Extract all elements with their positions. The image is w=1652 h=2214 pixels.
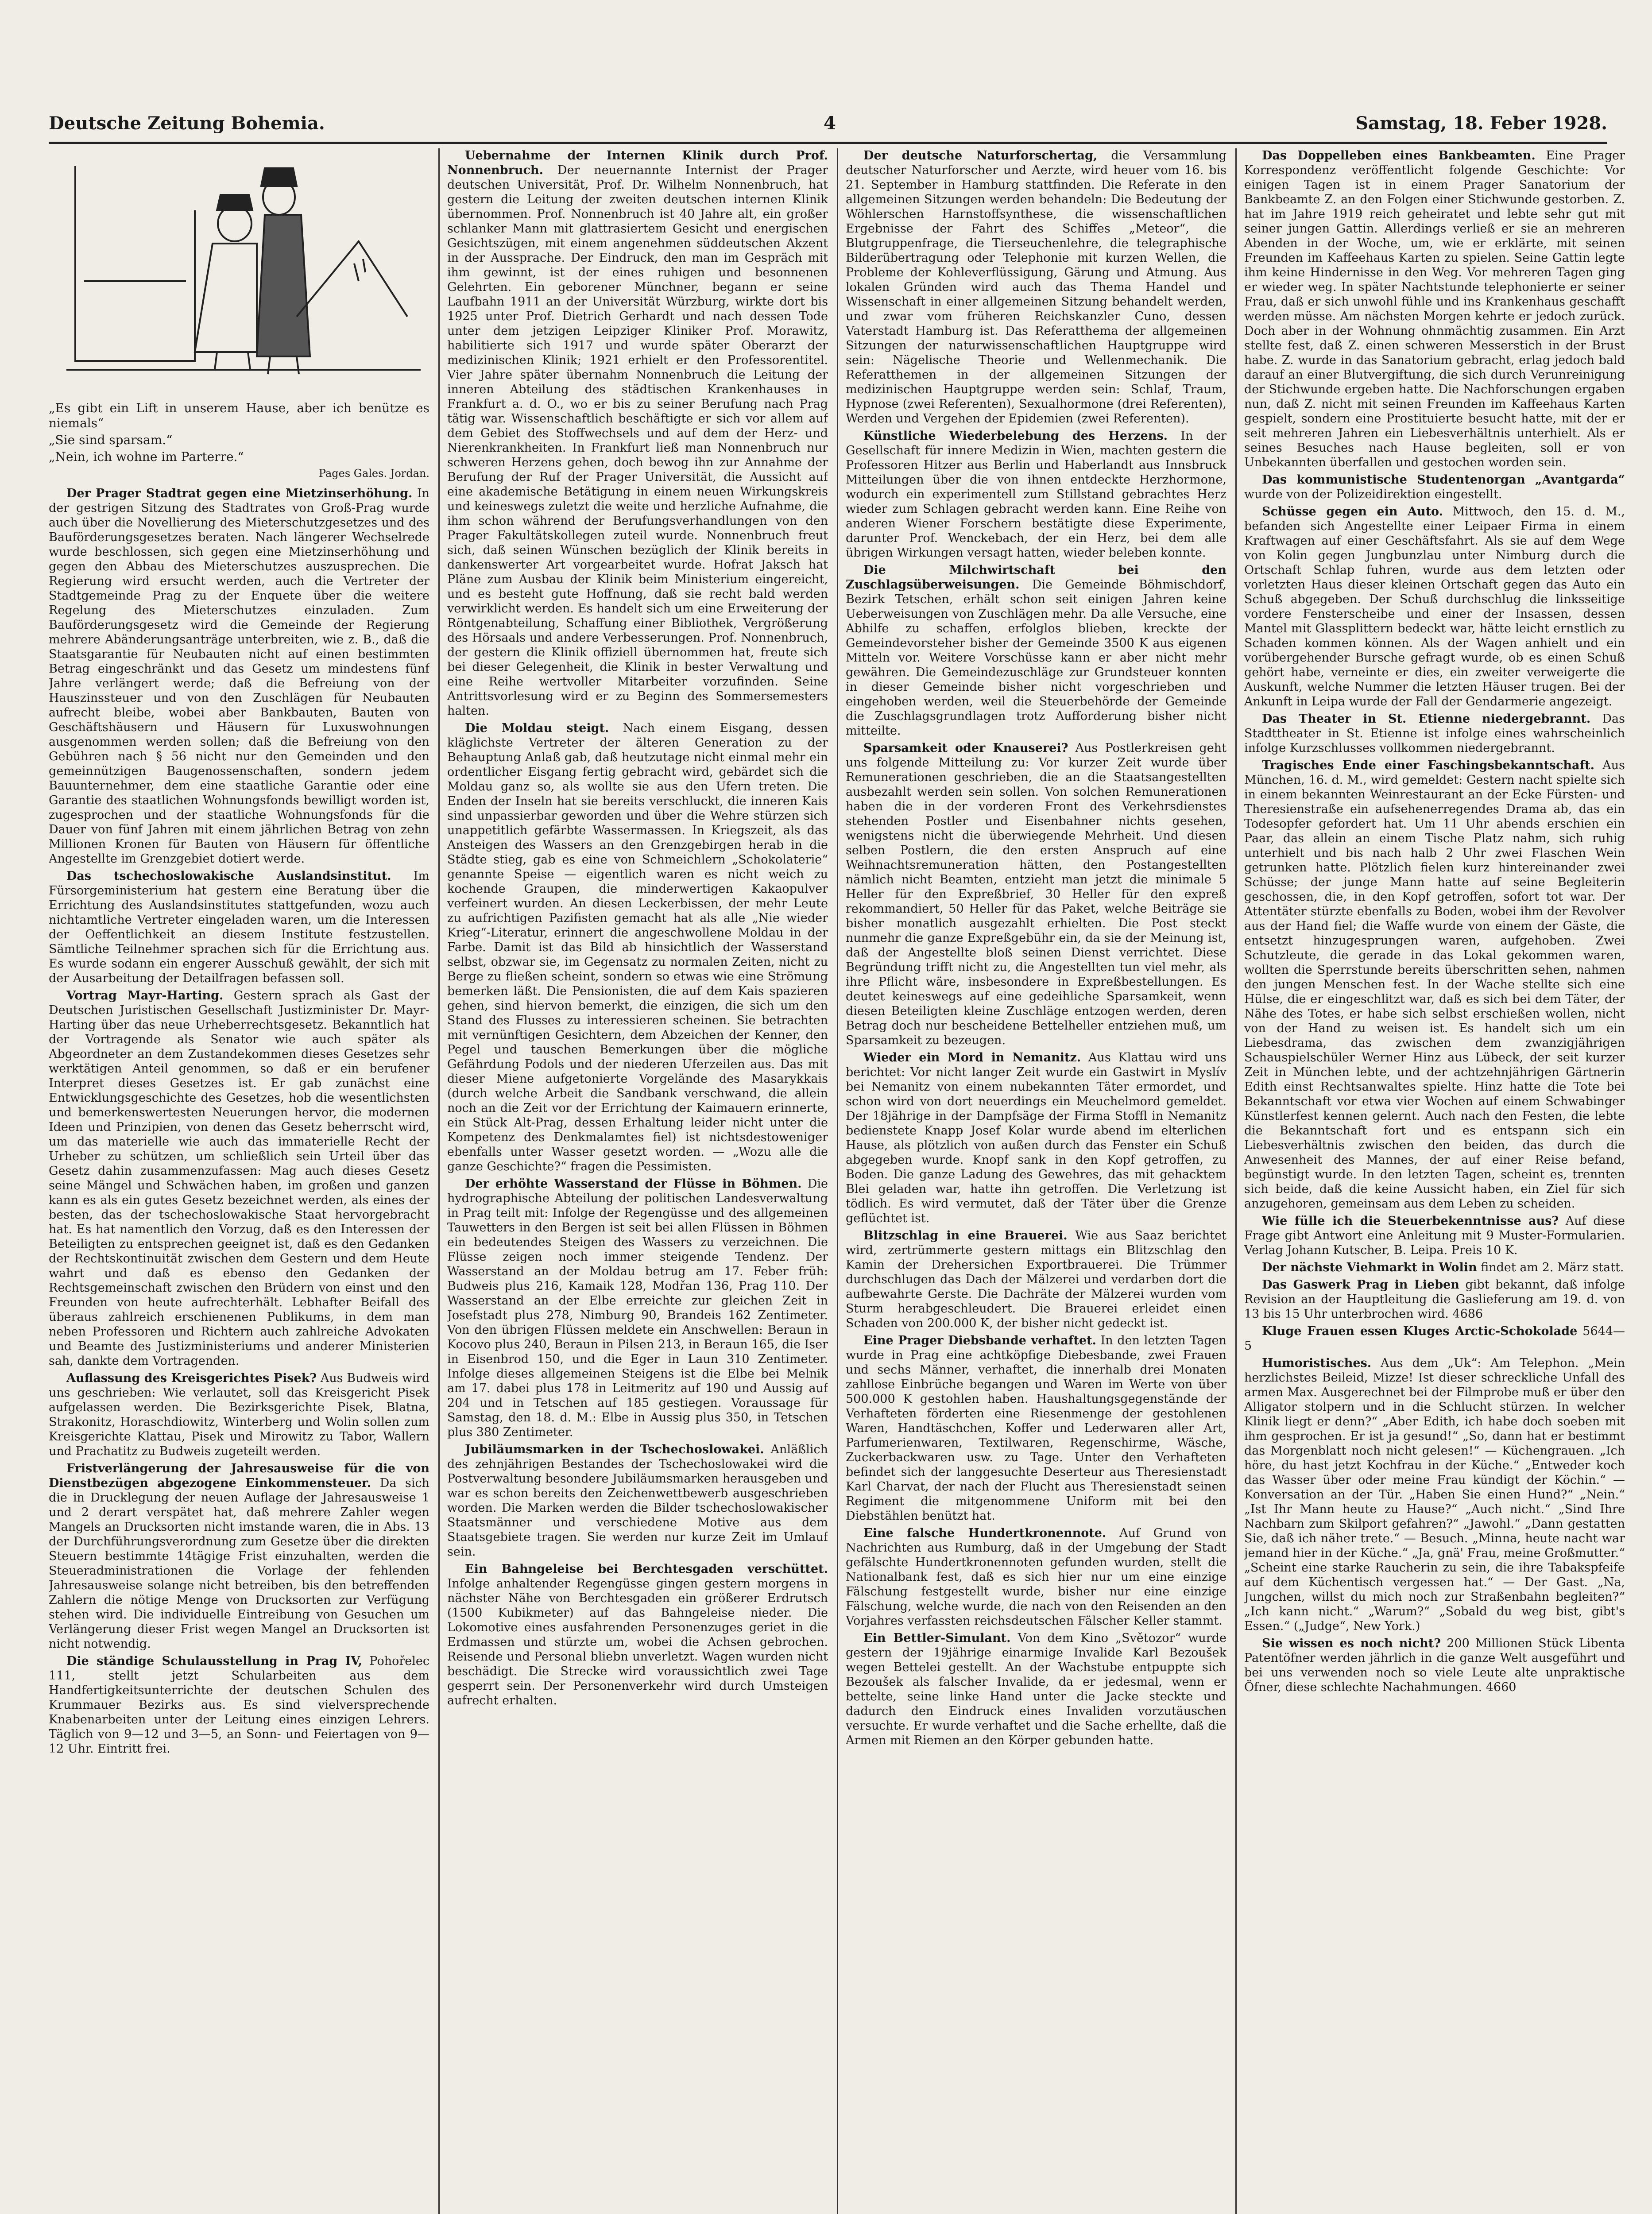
article-headline: Ein Bahngeleise bei Berchtesgaden verschüttet.: [465, 1562, 828, 1576]
column-2: [447, 148, 828, 2214]
article-headline: Das Gaswerk Prag in Lieben: [1262, 1278, 1459, 1292]
article-body: Eine Prager Korrespondenz veröffentlicht folgende Geschichte: Vor einigen Tagen ist in einem Prager Sanatorium der Bankbeamte Z. an den Folgen einer Stichwunde gestorben. Z. hat im Jahre 1919 reich geheiratet und lebte sehr gut mit seiner jungen Gattin. Allerdings verließ er sie an mehreren Abenden in der Woche, um, wie er erklärte, mit seinen Freunden im Kaffeehaus Karten zu spielen. Seine Gattin legte ihm keine Hindernisse in den Weg. Vor mehreren Tagen ging er wieder weg. In später Nachtstunde telephonierte er seiner Frau, daß er sich unwohl fühle und ins Krankenhaus geschafft werden müsse. Am nächsten Morgen kehrte er jedoch zurück. Doch aber in der Wohnung ohnmächtig zusammen. Ein Arzt stellte fest, daß Z. einen schweren Messerstich in der Brust habe. Z. wurde in das Sanatorium gebracht, erlag jedoch bald darauf an einer Blutvergiftung, die sich durch Verunreinigung der Stichwunde ergeben hatte. Die Nachforschungen ergaben nun, daß Z. nicht mit seinen Freunden im Kaffeehaus Karten gespielt, sondern eine Prostituierte besucht hatte, mit der er seit mehreren Jahren ein Liebesverhältnis unterhielt. Als er seines Besuches nach Hause begleiten, soll er von Unbekannten überfallen und gestochen worden sein.: [1244, 149, 1625, 469]
article-headline: Vortrag Mayr-Harting.: [66, 989, 224, 1002]
article-body: Im Fürsorgeministerium hat gestern eine Beratung über die Errichtung des Auslandsinstitutes stattgefunden, wozu auch nichtamtliche Vertreter eingeladen waren, um die Interessen der Oeffentlichkeit an diesem Institute festzustellen. Sämtliche Teilnehmer sprachen sich für die Errichtung aus. Es wurde sodann ein engerer Ausschuß gewählt, der sich mit der Ausarbeitung der Detailfragen befassen soll.: [49, 869, 429, 985]
article: [846, 1526, 1226, 1628]
cartoon-caption-2: „Sie sind sparsam.“: [49, 433, 173, 447]
article-body: Mittwoch, den 15. d. M., befanden sich Angestellte einer Leipaer Firma in einem Kraftwagen auf einer Geschäftsfahrt. Als sie auf dem Wege von Kolin gegen Jungbunzlau unter Nimburg durch die Ortschaft Schlap fuhren, wurde aus dem letzten oder vorletzten Haus dieser kleinen Ortschaft gegen das Auto ein Schuß abgegeben. Der Schuß durchschlug die linksseitige vordere Fensterscheibe und einer der Insassen, dessen Mantel mit Glassplittern bedeckt war, hätte leicht ernstlich zu Schaden kommen können. Als der Wagen anhielt und ein vorübergehender Bursche gefragt wurde, ob es einen Schuß gehört habe, verneinte er dies, ein zweiter verweigerte die Auskunft, welche Nummer die letzten Häuser trugen. Bei der Ankunft in Leipa wurde der Fall der Gendarmerie angezeigt.: [1244, 505, 1625, 708]
article-headline: Tragisches Ende einer Faschingsbekanntschaft.: [1262, 759, 1595, 772]
column-3: [846, 148, 1226, 2214]
column-divider: [1235, 148, 1237, 2214]
article-headline: Die Moldau steigt.: [465, 721, 609, 735]
article: [846, 741, 1226, 1048]
article: [1244, 1260, 1625, 1275]
article: [447, 1442, 828, 1559]
article: [49, 1461, 429, 1651]
article-headline: Das tschechoslowakische Auslandsinstitut.: [66, 869, 391, 883]
column-4: [1244, 148, 1625, 2214]
article: [447, 1177, 828, 1440]
paper-name: Deutsche Zeitung Bohemia.: [49, 113, 325, 134]
article-headline: Schüsse gegen ein Auto.: [1262, 505, 1443, 519]
article: [1244, 1277, 1625, 1321]
article-headline: Der deutsche Naturforschertag,: [863, 149, 1098, 163]
article-headline: Das Theater in St. Etienne niedergebrannt.: [1262, 712, 1591, 726]
article-headline: Kluge Frauen essen Kluges Arctic-Schokolade: [1262, 1324, 1578, 1338]
article: [49, 869, 429, 986]
article: [1244, 1356, 1625, 1633]
article: [49, 1654, 429, 1756]
article: [846, 1050, 1226, 1226]
article: [1244, 1636, 1625, 1695]
column-divider: [438, 148, 440, 2214]
article: [447, 1562, 828, 1708]
article-headline: Der Prager Stadtrat gegen eine Mietzinserhöhung.: [66, 487, 413, 500]
column-1-articles: [49, 486, 429, 1756]
article-body: Aus Klattau wird uns berichtet: Vor nicht langer Zeit wurde ein Gastwirt in Myslív bei Nemanitz von einem nubekannten Täter ermordet, und schon wird von dort neuerdings ein Meuchelmord gemeldet. Der 18jährige in der Dampfsäge der Firma Stoffl in Nemanitz bedienstete Knapp Josef Kolar wurde abend im elterlichen Hause, als plötzlich von außen durch das Fenster ein Schuß abgegeben wurde. Knopf sank in den Kopf getroffen, zu Boden. Die ganze Ladung des Gewehres, das mit gehacktem Blei geladen war, hatte ihn getroffen. Die Verletzung ist tödlich. Es wird vermutet, daß der Täter über die Grenze geflüchtet ist.: [846, 1051, 1226, 1225]
article-body: die Versammlung deutscher Naturforscher und Aerzte, wird heuer vom 16. bis 21. September in Hamburg stattfinden. Die Referate in den allgemeinen Sitzungen werden behandeln: Die Bedeutung der Wöhlerschen Harnstoffsynthese, die wissenschaftlichen Ergebnisse der Fahrt des Schiffes „Meteor“, die Blutgruppenfrage, die Tierseuchenlehre, die telegraphische Bilderübertragung oder Telephonie mit kurzen Wellen, die Probleme der Kohleverflüssigung, Gärung und Atmung. Aus lokalen Gründen wird auch das Thema Handel und Wissenschaft in einer allgemeinen Sitzung behandelt werden, und zwar vom früheren Reichskanzler Cuno, dessen Vaterstadt Hamburg ist. Das Referatthema der allgemeinen Sitzungen der naturwissenschaftlichen Hauptgruppe wird sein: Nägelische Theorie und Wellenmechanik. Die Referatthemen in der allgemeinen Sitzungen der medizinischen Hauptgruppe werden sein: Schlaf, Traum, Hypnose (zwei Referenten), Sexualhormone (drei Referenten), Werden und Vergehen der Epidemien (zwei Referenten).: [846, 149, 1226, 426]
article-body: 5644—5: [1244, 1324, 1625, 1353]
cartoon-credit: Pages Gales. Jordan.: [318, 467, 429, 480]
article-headline: Eine falsche Hundertkronennote.: [863, 1526, 1106, 1540]
article: [1244, 712, 1625, 755]
column-divider: [837, 148, 838, 2214]
article: [846, 1631, 1226, 1748]
article-body: Die hydrographische Abteilung der politischen Landesverwaltung in Prag teilt mit: Infolge der Regengüsse und des allgemeinen Tauwetters in den Bergen ist seit bei allen Flüssen in Böhmen ein bedeutendes Steigen des Wassers zu verzeichnen. Die Flüsse zeigen noch immer steigende Tendenz. Der Wasserstand an der Moldau betrug am 17. Feber früh: Budweis plus 216, Kamaik 128, Modřan 136, Prag 110. Der Wasserstand an der Elbe erreichte zur gleichen Zeit in Josefstadt plus 278, Nimburg 90, Brandeis 162 Zentimeter. Von den übrigen Flüssen meldete ein Anschwellen: Beraun in Kocovo plus 240, Beraun in Pilsen 213, in Beraun 165, die Iser in Eisenbrod 150, und die Eger in Laun 310 Zentimeter. Infolge dieses allgemeinen Steigens ist die Elbe bei Melnik am 17. dabei plus 178 in Leitmeritz auf 190 und Aussig auf 204 und in Tetschen auf 185 gestiegen. Voraussage für Samstag, den 18. d. M.: Elbe in Aussig plus 350, in Tetschen plus 380 Zentimeter.: [447, 1177, 828, 1439]
article-headline: Wieder ein Mord in Nemanitz.: [863, 1051, 1081, 1064]
article: [1244, 1324, 1625, 1353]
article-body: findet am 2. März statt.: [1481, 1261, 1624, 1274]
article: [1244, 148, 1625, 470]
column-2-articles: [447, 148, 828, 1708]
article-headline: Sie wissen es noch nicht?: [1262, 1637, 1441, 1650]
article-headline: Der erhöhte Wasserstand der Flüsse in Böhmen.: [465, 1177, 802, 1191]
article-body: wurde von der Polizeidirektion eingestellt.: [1244, 488, 1502, 501]
article: [846, 563, 1226, 738]
article-body: Auf Grund von Nachrichten aus Rumburg, daß in der Umgebung der Stadt gefälschte Hundertkronennoten gefunden wurden, stellt die Nationalbank fest, daß es sich hier nur um eine einzige Fälschung festgestellt wurde, bisher nur eine einzige Fälschung, welche wurde, die nach von den Reisenden an den Vorjahres verfassten reichsdeutschen Fälscher Keller stammt.: [846, 1526, 1226, 1628]
article: [447, 148, 828, 718]
article-headline: Sparsamkeit oder Knauserei?: [863, 741, 1068, 755]
cartoon-caption-1: „Es gibt ein Lift in unserem Hause, aber ich benütze es niemals“: [49, 401, 429, 430]
article-body: Gestern sprach als Gast der Deutschen Juristischen Gesellschaft Justizminister Dr. Mayr-Harting über das neue Urheberrechtsgesetz. Bekanntlich hat der Vortragende als Senator wie auch später als Abgeordneter an dem Zustandekommen dieses Gesetzes sehr werktätigen Anteil genommen, so daß er ein berufener Interpret dieses Gesetzes ist. Er gab zunächst eine Entwicklungsgeschichte des Gesetzes, hob die wesentlichsten und bemerkenswertesten Neuerungen hervor, die modernen Ideen und Prinzipien, von denen das Gesetz beherrscht wird, um das materielle wie auch das immaterielle Recht der Urheber zu schützen, um schließlich sein Urteil über das Gesetz dahin zusammenzufassen: Mag auch dieses Gesetz seine Mängel und Schwächen haben, im großen und ganzen kann es als ein gutes Gesetz bezeichnet werden, als eines der besten, das der tschechoslowakische Staat hervorgebracht hat. Es hat namentlich den Vorzug, daß es den Interessen der Beteiligten zu entsprechen geeignet ist, daß es den Gedanken der Rechtskontinuität zwischen dem Gestern und dem Heute wahrt und daß es ebenso den Gedanken der Rechtsgemeinschaft zwischen den Brüdern von einst und den Freunden von heute aufrechterhält. Lebhafter Beifall des überaus zahlreich erschienenen Publikums, in dem man neben Professoren und Richtern auch zahlreiche Advokaten und Beamte des Justizministeriums und anderer Ministerien sah, dankte dem Vortragenden.: [49, 989, 429, 1368]
article: [846, 1228, 1226, 1331]
cartoon-illustration: [49, 148, 429, 396]
header-rule: [49, 142, 1607, 144]
article-body: Anläßlich des zehnjährigen Bestandes der Tschechoslowakei wird die Postverwaltung besondere Jubiläumsmarken herausgeben und war es schon bereits den Zeichenwettbewerb ausgeschrieben worden. Die Marken werden die Bilder tschechoslowakischer Staatsmänner und verschiedene Motive aus dem Staatsgebiete tragen. Sie werden nur kurze Zeit im Umlauf sein.: [447, 1443, 828, 1559]
article-headline: Künstliche Wiederbelebung des Herzens.: [863, 429, 1168, 443]
article-body: Aus dem „Uk“: Am Telephon. „Mein herzlichstes Beileid, Mizze! Ist dieser schreckliche Unfall des armen Max. Ausgerechnet bei der Filmprobe muß er über den Alligator stolpern und in die Schlucht stürzen. In welcher Klinik liegt er denn?“ „Aber Edith, ich habe doch soeben mit ihm gesprochen. Er ist ja gesund!“ „So, dann hat er bestimmt das Morgenblatt noch nicht gelesen!“ — Küchengrauen. „Ich höre, du hast jetzt Kochfrau in der Küche.“ „Entweder koch das Wasser über oder meine Frau kündigt der Köchin.“ — Konversation an der Tür. „Haben Sie einen Hund?“ „Nein.“ „Ist Ihr Mann heute zu Hause?“ „Auch nicht.“ „Sind Ihre Nachbarn zum Skilport gefahren?“ „Jawohl.“ „Dann gestatten Sie, daß ich näher trete.“ — Besuch. „Minna, heute nacht war jemand hier in der Küche.“ „Ja, gnä' Frau, meine Großmutter.“ „Scheint eine starke Raucherin zu sein, die ihre Tabakspfeife auf dem Küchentisch vergessen hat.“ — Der Gast. „Na, Jungchen, willst du mich noch zur Straßenbahn begleiten?“ „Ich kann nicht.“ „Warum?“ „Sobald du weg bist, gibt's Essen.“ („Judge“, New York.): [1244, 1356, 1625, 1633]
article: [1244, 758, 1625, 1211]
page-header: [49, 113, 1607, 139]
article-body: Das Stadttheater in St. Etienne ist infolge eines wahrscheinlich infolge Kurzschlusses vollkommen niedergebrannt.: [1244, 712, 1625, 755]
cartoon-drawing: [49, 148, 429, 396]
article: [1244, 472, 1625, 502]
article-body: Wie aus Saaz berichtet wird, zertrümmerte gestern mittags ein Blitzschlag den Kamin der Drehersichen Exportbrauerei. Die Trümmer durchschlugen das Dach der Mälzerei und verdarben dort die aufbewahrte Gerste. Die Dachräte der Mälzerei wurden vom Sturm herabgeschleudert. Die Brauerei erleidet einen Schaden von 200.000 K, der bisher nicht gedeckt ist.: [846, 1229, 1226, 1330]
article-headline: Eine Prager Diebsbande verhaftet.: [863, 1334, 1096, 1347]
column-3-articles: [846, 148, 1226, 1748]
article-headline: Auflassung des Kreisgerichtes Pisek?: [66, 1371, 317, 1385]
article-headline: Der nächste Viehmarkt in Wolin: [1262, 1261, 1477, 1274]
article-headline: Ein Bettler-Simulant.: [863, 1631, 1011, 1645]
article-body: Pohořelec 111, stellt jetzt Schularbeiten aus dem Handfertigkeitsunterrichte der deutschen Schulen des Krummauer Bezirks aus. Es sind vielversprechende Knabenarbeiten unter der Leitung eines einzigen Lehrers. Täglich von 9—12 und 3—5, an Sonn- und Feiertagen von 9—12 Uhr. Eintritt frei.: [49, 1654, 429, 1756]
issue-date: Samstag, 18. Feber 1928.: [1355, 113, 1607, 134]
article-body: 200 Millionen Stück Libenta Patentöfner werden jährlich in die ganze Welt ausgeführt und bei uns verwenden noch so viele Leute alte unpraktische Öfner, diese schlechte Nachahmungen. 4660: [1244, 1637, 1625, 1694]
article: [49, 486, 429, 866]
article-headline: Uebernahme der Internen Klinik durch Prof. Nonnenbruch.: [447, 149, 828, 177]
article-body: Nach einem Eisgang, dessen kläglichste Vertreter der älteren Generation zu der Behauptung Anlaß gab, daß heutzutage nicht einmal mehr ein ordentlicher Eisgang fertig gebracht wird, gebärdet sich die Moldau ganz so, als wollte sie aus den Ufern treten. Die Enden der Inseln hat sie bereits verschluckt, die inneren Kais sind unpassierbar geworden und über die Wehre stürzen sich unappetitlich gefärbte Wassermassen. In Kriegszeit, als das Ansteigen des Wassers an den Grenzgebirgen herab in die Städte stieg, gab es eine von Schmeichlern „Schokolaterie“ genannte Speise — eigentlich waren es nicht weich zu kochende Graupen, die minderwertigen Kakaopulver verfeinert wurden. An diesen Leckerbissen, der mehr Leute zu aufrichtigen Pazifisten gemacht hat als alle „Nie wieder Krieg“-Literatur, erinnert die angeschwollene Moldau in der Farbe. Damit ist das Bild ab hinsichtlich der Wasserstand selbst, obzwar sie, im Gegensatz zu normalen Zeiten, nicht zu Berge zu fließen scheint, sondern so etwas wie eine Strömung bemerken läßt. Die Pensionisten, die auf dem Kais spazieren gehen, sind hiervon bemerkt, die einzigen, die sich um den Stand des Flusses zu interessieren scheinen. Sie betrachten mit vernünftigen Gesichtern, dem Abzeichen der Kenner, den Pegel und tauschen Bemerkungen über die mögliche Gefährdung Podols und der niederen Uferzeilen aus. Das mit dieser Miene aufgetonierte Vorgelände des Masarykkais (durch welche Arbeit die Sandbank verschwand, die allein noch an die Zeit vor der Errichtung der Kaimauern erinnerte, ein Stück Alt-Prag, dessen Erhaltung leider nicht unter die Kompetenz des Denkmalamtes fiel) ist nichtsdestoweniger ebenfalls unter Wasser gesetzt worden. — „Wozu alle die ganze Geschichte?“ fragen die Pessimisten.: [447, 721, 828, 1173]
page-number: 4: [824, 113, 836, 134]
article-body: Da sich die in Drucklegung der neuen Auflage der Jahresausweise 1 und 2 derart verspätet hat, daß mehrere Zahler wegen Mangels an Drucksorten nicht imstande waren, die in Abs. 13 der Durchführungsverordnung zum Gesetze über die direkten Steuern bestimmte 14tägige Frist einzuhalten, werden die Steueradministrationen die Vorlage der fehlenden Jahresausweise solange nicht betreiben, bis den betreffenden Zahlern die nötige Menge von Drucksorten zur Verfügung stehen wird. Die individuelle Eintreibung von Gesuchen um Verlängerung dieser Frist wegen Mangel an Drucksorten ist nicht notwendig.: [49, 1476, 429, 1651]
article-headline: Jubiläumsmarken in der Tschechoslowakei.: [465, 1443, 764, 1456]
article-body: Aus Postlerkreisen geht uns folgende Mitteilung zu: Vor kurzer Zeit wurde über Remunerationen geschrieben, die an die Staatsangestellten ausbezahlt werden sein sollen. Von solchen Remunerationen haben die in der vorderen Front des Verkehrsdienstes stehenden Postler und Eisenbahner nichts gesehen, wenigstens nicht die überwiegende Mehrheit. Und diesen selben Postlern, die den ersten Anspruch auf eine Weihnachtsremuneration hätten, den Postangestellten nämlich nicht Beamten, entzieht man jetzt die minimale 5 Heller für den Expreßbrief, 30 Heller für den expreß rekommandiert, 50 Heller für das Paket, welche Beiträge sie bisher monatlich ausgezahlt erhielten. Die Post steckt nunmehr die ganze Expreßgebühr ein, da sie der Meinung ist, daß der Angestellte bloß seinen Dienst verrichtet. Diese Begründung trifft nicht zu, die Angestellten tun viel mehr, als ihre Pflicht wäre, insbesondere in Expreßbestellungen. Es deutet keineswegs auf eine gedeihliche Sparsamkeit, wenn diesen Beteiligten kleine Zuschläge entzogen werden, deren Betrag doch nur bescheidene Bettelheller entziehen muß, um Sparsamkeit zu bezeugen.: [846, 741, 1226, 1047]
article-body: Die Gemeinde Böhmischdorf, Bezirk Tetschen, erhält schon seit einigen Jahren keine Ueberweisungen von Zuschlägen mehr. Da alle Versuche, eine Abhilfe zu schaffen, erfolglos blieben, kreckte der Gemeindevorsteher bisher der Gemeinde 3500 K aus eigenen Mitteln vor. Weitere Vorschüsse kann er aber nicht mehr gewähren. Die Gemeindezuschläge zur Grundsteuer konnten in dieser Gemeinde bisher nicht vorgeschrieben und eingehoben werden, weil die Steuerbehörde der Gemeinde die Zuschlagsgrundlagen trotz Aufforderung bisher nicht mitteilte.: [846, 578, 1226, 738]
article: [846, 148, 1226, 426]
column-1: [49, 148, 429, 2214]
article-body: gibt bekannt, daß infolge Revision an der Hauptleitung die Gaslieferung am 19. d. von 13 bis 15 Uhr unterbrochen wird. 4686: [1244, 1278, 1625, 1321]
article-body: Aus München, 16. d. M., wird gemeldet: Gestern nacht spielte sich in einem bekannten Weinrestaurant an der Ecke Fürsten- und Theresienstraße ein aufsehenerregendes Drama ab, das ein Todesopfer gefordert hat. Um 11 Uhr abends erschien ein Paar, das allein an einem Tische Platz nahm, sich ruhig unterhielt und bis nach halb 2 Uhr zwei Flaschen Wein getrunken hatte. Plötzlich fielen kurz hintereinander zwei Schüsse; der junge Mann hatte auf seine Begleiterin geschossen, die, in den Kopf getroffen, sofort tot war. Der Attentäter stürzte ebenfalls zu Boden, wobei ihm der Revolver aus der Hand fiel; die Waffe wurde von einem der Gäste, die entsetzt hinzugesprungen waren, aufgehoben. Zwei Schutzleute, die gerade in das Lokal gekommen waren, wollten die Sperrstunde bereits überschritten sehen, nahmen den jungen Menschen fest. In der Wache stellte sich eine Hülse, die er eingeschlitzt war, daß es sich bei dem Täter, der Nähe des Totes, er habe sich selbst erschießen wollen, nicht von der Hand zu weisen ist. Es handelt sich um ein Liebesdrama, das zwischen dem zwanzigjährigen Schauspielschüler Werner Hinz aus Lübeck, der seit kurzer Zeit in München lebte, und der achtzehnjährigen Gärtnerin Edith einst Rechtsanwaltes spielte. Hinz hatte die Tote bei Bekanntschaft vor etwa vier Wochen auf einem Schwabinger Künstlerfest kennen gelernt. Auch nach den Festen, die lebte die Bekanntschaft fort und es entspann sich ein Liebesverhältnis zwischen den beiden, das durch die Anwesenheit des Mannes, der auf einer Reise befand, begünstigt wurde. In den letzten Tagen, scheint es, trennten sich beide, daß die keine Aussicht haben, ein Ziel für sich anzugehoren, gemeinsam aus dem Leben zu scheiden.: [1244, 759, 1625, 1211]
article-headline: Wie fülle ich die Steuerbekenntnisse aus?: [1262, 1214, 1559, 1228]
article-body: Von dem Kino „Světozor“ wurde gestern der 19jährige einarmige Invalide Karl Bezoušek wegen Bettelei gestellt. An der Wachstube entpuppte sich Bezoušek als falscher Invalide, da er jedesmal, wenn er bettelte, seine linke Hand unter die Jacke steckte und dadurch den Eindruck eines Invaliden vorzutäuschen versuchte. Er wurde verhaftet und die Sache erhellte, daß die Armen mit Riemen an den Körper gebunden hatte.: [846, 1631, 1226, 1747]
article-body: In den letzten Tagen wurde in Prag eine achtköpfige Diebesbande, zwei Frauen und sechs Männer, verhaftet, die innerhalb drei Monaten zahllose Einbrüche begangen und Waren im Werte von über 500.000 K gestohlen haben. Haushaltungsgegenstände der Verhafteten förderten eine Riesenmenge der gestohlenen Waren, Handtäschchen, Koffer und Lederwaren aller Art, Parfumerienwaren, Textilwaren, Regenschirme, Wäsche, Zuckerbackwaren usw. zu Tage. Unter den Verhafteten befindet sich der langgesuchte Deserteur aus Theresienstadt Karl Charvat, der nach der Flucht aus Theresienstadt seinen Regiment die mitgenommene Uniform mit bei den Diebstählen benützt hat.: [846, 1334, 1226, 1523]
article: [846, 1333, 1226, 1523]
article: [846, 429, 1226, 560]
article-body: Der neuernannte Internist der Prager deutschen Universität, Prof. Dr. Wilhelm Nonnenbruch, hat gestern die Leitung der zweiten deutschen internen Klinik übernommen. Prof. Nonnenbruch ist 40 Jahre alt, ein großer schlanker Mann mit glattrasiertem Gesicht und energischen Gesichtszügen, mit einem angenehmen süddeutschen Akzent in der Aussprache. Der Eindruck, den man im Gespräch mit ihm gewinnt, ist der eines ruhigen und besonnenen Gelehrten. Ein geborener Münchner, begann er seine Laufbahn 1911 an der Universität Würzburg, wirkte dort bis 1925 unter Prof. Dietrich Gerhardt und nach dessen Tode unter dem jetzigen Leipziger Kliniker Prof. Morawitz, habilitierte sich 1917 und wurde später Oberarzt der medizinischen Klinik; 1921 erhielt er den Professorentitel. Vier Jahre später übernahm Nonnenbruch die Leitung der inneren Abteilung des städtischen Krankenhauses in Frankfurt a. d. O., wo er bis zu seiner Berufung nach Prag tätig war. Wissenschaftlich beschäftigte er sich vor allem auf dem Gebiet des Stoffwechsels und auf dem der Herz- und Nierenkrankheiten. In Frankfurt ließ man Nonnenbruch nur schweren Herzens gehen, doch bewog ihn zur Annahme der Berufung der Ruf der Prager Universität, die Aussicht auf eine akademische Betätigung in einem neuen Wirkungskreis und keineswegs zuletzt die weite und herzliche Aufnahme, die ihm schon während der Berufungsverhandlungen von den Prager Fakultätskollegen zuteil wurde. Nonnenbruch freut sich, daß seinen Wünschen bezüglich der Klinik bereits in dankenswerter Art vorgearbeitet wurde. Hofrat Jaksch hat Pläne zum Ausbau der Klinik beim Ministerium eingereicht, und es besteht gute Hoffnung, daß sie recht bald werden verwirklicht werden. Es handelt sich um eine Erweiterung der Röntgenabteilung, Schaffung einer Bibliothek, Vergrößerung des Hörsaals und andere Verbesserungen. Prof. Nonnenbruch, der gestern die Klinik offiziell übernommen hat, freute sich bei dieser Gelegenheit, die Klinik in bester Verwaltung und eine Reihe wertvoller Mitarbeiter vorzufinden. Seine Antrittsvorlesung wird er zu Beginn des Sommersemesters halten.: [447, 163, 828, 718]
cartoon-caption-3: „Nein, ich wohne im Parterre.“: [49, 449, 244, 464]
article-headline: Das Doppelleben eines Bankbeamten.: [1262, 149, 1536, 163]
article-body: Auf diese Frage gibt Antwort eine Anleitung mit 9 Muster-Formularien. Verlag Johann Kutscher, B. Leipa. Preis 10 K.: [1244, 1214, 1625, 1257]
article-body: Aus Budweis wird uns geschrieben: Wie verlautet, soll das Kreisgericht Pisek aufgelassen werden. Die Bezirksgerichte Pisek, Blatna, Strakonitz, Horaschdiowitz, Winterberg und Wolin sollen zum Kreisgerichte Klattau, Pisek und Mirowitz zu Tabor, Wallern und Prachatitz zu Budweis zugeteilt werden.: [49, 1371, 429, 1458]
article-headline: Fristverlängerung der Jahresausweise für die von Dienstbezügen abgezogene Einkommensteuer.: [49, 1462, 429, 1490]
article: [49, 1371, 429, 1459]
article-body: In der Gesellschaft für innere Medizin in Wien, machten gestern die Professoren Hitzer aus Berlin und Haberlandt aus Innsbruck Mitteilungen über die von ihnen entdeckte Herzhormone, wodurch ein experimentell zum Stillstand gebrachtes Herz wieder zum Schlagen gebracht werden kann. Eine Reihe von anderen Wiener Forschern bestätigte diese Experimente, darunter Prof. Wenckebach, der ein Herz, bei dem alle übrigen Wirkungen versagt hatten, wieder beleben konnte.: [846, 429, 1226, 560]
article: [1244, 1214, 1625, 1258]
article-body: In der gestrigen Sitzung des Stadtrates von Groß-Prag wurde auch über die Novellierung des Mieterschutzgesetzes und des Bauförderungsgesetzes beraten. Nach längerer Wechselrede wurde beschlossen, sich gegen eine Mietzinserhöhung und gegen den Abbau des Mieterschutzes auszusprechen. Die Regierung wird ersucht werden, auch die Vertreter der Stadtgemeinde Prag zu der Enquete über die weitere Regelung des Mieterschutzes einzuladen. Zum Bauförderungsgesetz wird die Gemeinde der Regierung mehrere Abänderungsanträge unterbreiten, wie z. B., daß die Staatsgarantie für Neubauten nicht auf einen bestimmten Betrag eingeschränkt und das Gesetz um mindestens fünf Jahre verlängert werde; daß die Befreiung von der Hauszinssteuer und von den Zuschlägen für Neubauten aufrecht bleibe, wobei aber Bankbauten, Bauten von Geschäftshäusern und Häusern für Luxuswohnungen ausgenommen werden sollen; daß die Befreiung von den Gebühren nach § 56 nicht nur den Gemeinden und den gemeinnützigen Baugenossenschaften, sondern jedem Bauunternehmer, dem eine staatliche Garantie oder eine Garantie des staatlichen Wohnungsfonds bewilligt worden ist, zugesprochen und der staatliche Wohnungsfonds für die Dauer von fünf Jahren mit einem jährlichen Betrag von zehn Millionen Kronen für Bauten von Häusern für öffentliche Angestellte im Grenzgebiet dotiert werde.: [49, 487, 429, 866]
article-headline: Humoristisches.: [1262, 1356, 1372, 1370]
article: [447, 721, 828, 1174]
article-body: Infolge anhaltender Regengüsse gingen gestern morgens in nächster Nähe von Berchtesgaden ein größerer Erdrutsch (1500 Kubikmeter) auf das Bahngeleise nieder. Die Lokomotive eines ausfahrenden Personenzuges geriet in die Erdmassen und stürzte um, wobei die Achsen gebrochen. Reisende und Personal bliebn unverletzt. Wagen wurden nicht beschädigt. Die Strecke wird voraussichtlich zwei Tage gesperrt sein. Der Personenverkehr wird durch Umsteigen aufrecht erhalten.: [447, 1577, 828, 1707]
article-headline: Das kommunistische Studentenorgan „Avantgarda“: [1262, 473, 1625, 487]
article: [49, 988, 429, 1368]
column-4-articles: [1244, 148, 1625, 1695]
article-headline: Blitzschlag in eine Brauerei.: [863, 1229, 1068, 1242]
article-headline: Die ständige Schulausstellung in Prag IV,: [66, 1654, 362, 1668]
article-headline: Die Milchwirtschaft bei den Zuschlagsüberweisungen.: [846, 563, 1226, 592]
article: [1244, 504, 1625, 709]
